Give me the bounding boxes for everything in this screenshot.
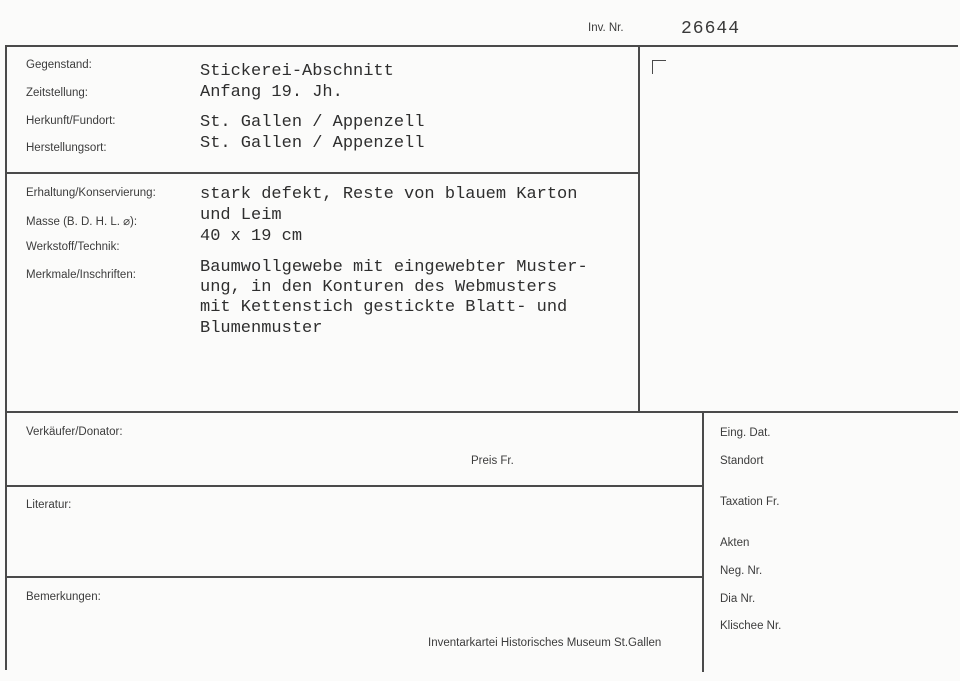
preis-label: Preis Fr. [471,455,514,467]
gegenstand-value: Stickerei-Abschnitt [200,62,394,81]
klischee-nr-label: Klischee Nr. [720,620,782,632]
masse-label: Masse (B. D. H. L. ⌀): [26,216,138,228]
merkmale-value-line: Baumwollgewebe mit eingewebter Muster- [200,258,588,277]
erhaltung-label: Erhaltung/Konservierung: [26,187,156,199]
akten-label: Akten [720,537,750,549]
zeitstellung-label: Zeitstellung: [26,87,89,99]
merkmale-value-line: Blumenmuster [200,319,323,338]
top-divider [5,45,958,47]
corner-mark [652,60,666,74]
inv-number: 26644 [681,19,741,39]
herstellungsort-label: Herstellungsort: [26,142,107,154]
erhaltung-value-line: stark defekt, Reste von blauem Karton [200,185,578,204]
taxation-label: Taxation Fr. [720,496,780,508]
verkaeufer-divider [5,485,703,487]
masse-value: 40 x 19 cm [200,227,303,246]
zeitstellung-value: Anfang 19. Jh. [200,83,343,102]
standort-label: Standort [720,455,764,467]
merkmale-value-line: mit Kettenstich gestickte Blatt- und [200,298,568,317]
merkmale-value-line: ung, in den Konturen des Webmusters [200,278,558,297]
literatur-divider [5,576,703,578]
inv-number-label: Inv. Nr. [588,22,624,34]
verkaeufer-label: Verkäufer/Donator: [26,426,123,438]
bemerkungen-label: Bemerkungen: [26,591,101,603]
upper-vertical-divider [638,45,640,412]
card-footer: Inventarkartei Historisches Museum St.Gallen [428,637,662,649]
neg-nr-label: Neg. Nr. [720,565,763,577]
dia-nr-label: Dia Nr. [720,593,756,605]
herkunft-value: St. Gallen / Appenzell [200,113,425,132]
erhaltung-value-line: und Leim [200,206,282,225]
werkstoff-label: Werkstoff/Technik: [26,241,120,253]
middle-divider [5,411,958,413]
merkmale-label: Merkmale/Inschriften: [26,269,136,281]
herstellungsort-value: St. Gallen / Appenzell [200,134,425,153]
literatur-label: Literatur: [26,499,72,511]
eing-dat-label: Eing. Dat. [720,427,771,439]
section1-divider [5,172,639,174]
gegenstand-label: Gegenstand: [26,59,92,71]
lower-vertical-divider [702,411,704,672]
herkunft-label: Herkunft/Fundort: [26,115,116,127]
